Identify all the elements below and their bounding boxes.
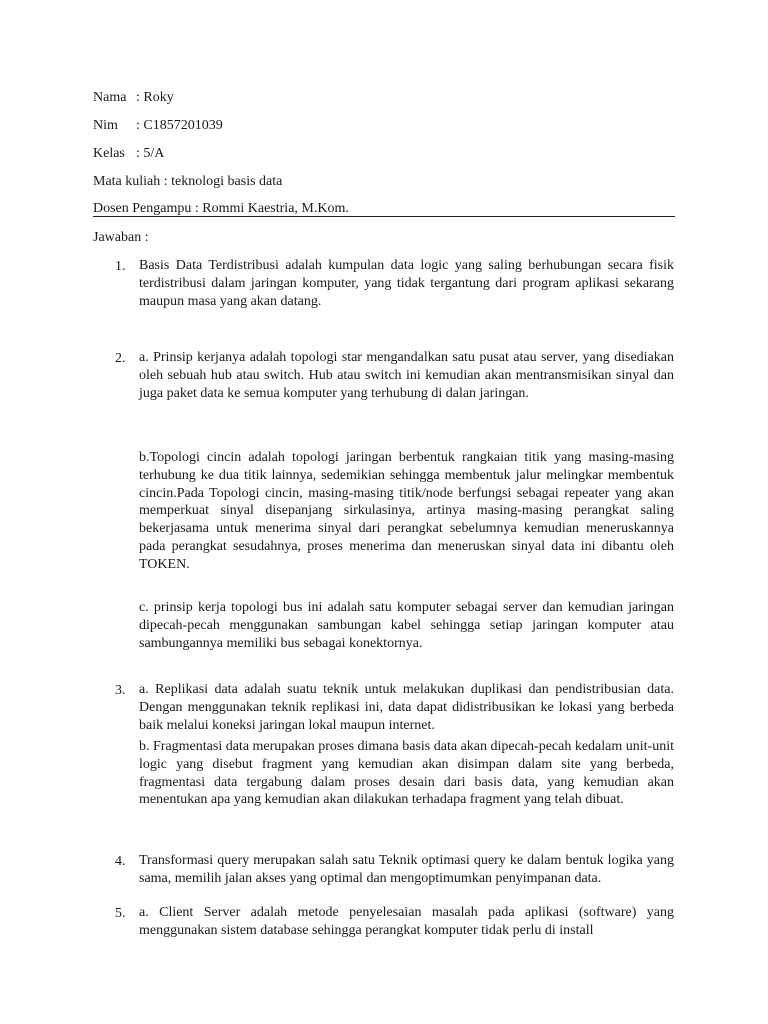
mata-kuliah-row: Mata kuliah : teknologi basis data [93,174,283,189]
answer-3-number: 3. [115,683,126,698]
header-divider [93,216,675,217]
answer-1-text: Basis Data Terdistribusi adalah kumpulan data logic yang saling berhubungan secara fisik terdistribusi dalam jaringan komputer, yang tidak tergantung dari program aplikasi sekarang maupun masa yang akan datang. [139,258,674,309]
jawaban-label: Jawaban : [93,230,149,245]
dosen-row: Dosen Pengampu : Rommi Kaestria, M.Kom. [93,201,349,216]
answer-1-number: 1. [115,259,126,274]
answer-2b-text: b.Topologi cincin adalah topologi jaringan berbentuk rangkaian titik yang masing-masing terhubung ke dua titik lainnya, sedemikian sehingga membentuk jalur melingkar membentuk cincin.Pada Topologi cincin, masing-masing titik/node berfungsi sebagai repeater yang akan memperkuat sinyal disepanjang sirkulasinya, artinya masing-masing perangkat saling bekerjasama untuk menerima sinyal dari perangkat sebelumnya kemudian meneruskannya pada perangkat sesudahnya, proses menerima dan meneruskan sinyal data ini dibantu oleh TOKEN. [139,450,674,572]
answer-2-number: 2. [115,351,126,366]
nama-value: : Roky [136,90,174,105]
answer-2a-text: a. Prinsip kerjanya adalah topologi star mengandalkan satu pusat atau server, yang disediakan oleh sebuah hub atau switch. Hub atau switch ini kemudian akan mentransmisikan sinyal dan juga paket data ke semua komputer yang terhubung di dalan jaringan. [139,350,674,401]
kelas-row [93,145,164,162]
answer-5a-text: a. Client Server adalah metode penyelesaian masalah pada aplikasi (software) yang menggunakan sistem database sehingga perangkat komputer tidak perlu di install [139,905,674,938]
answer-5-number: 5. [115,906,126,921]
nama-label: Nama [93,90,127,105]
answer-4-number: 4. [115,854,126,869]
nim-value: : C1857201039 [136,118,223,133]
nim-label: Nim [93,118,118,133]
answer-3a-text: a. Replikasi data adalah suatu teknik untuk melakukan duplikasi dan pendistribusian data. Dengan menggunakan teknik replikasi ini, data dapat didistribusikan ke lokasi yang berbeda baik melalui koneksi jaringan lokal maupun internet. [139,682,674,733]
kelas-label: Kelas [93,146,125,161]
answer-4-text: Transformasi query merupakan salah satu Teknik optimasi query ke dalam bentuk logika yang sama, memilih jalan akses yang optimal dan mengoptimumkan penyimpanan data. [139,853,674,886]
nama-row [93,89,174,106]
nim-row [93,117,223,134]
answer-3b-text: b. Fragmentasi data merupakan proses dimana basis data akan dipecah-pecah kedalam unit-unit logic yang disebut fragment yang kemudian akan disimpan dalam site yang berbeda, fragmentasi data tergabung dalam proses desain dari basis data, yang kemudian akan menentukan apa yang kemudian akan dilakukan terhadapa fragment yang telah dibuat. [139,739,674,808]
answer-2c-text: c. prinsip kerja topologi bus ini adalah satu komputer sebagai server dan kemudian jaringan dipecah-pecah menggunakan sambungan kabel sehingga setiap jaringan komputer atau sambungannya memiliki bus sebagai konektornya. [139,600,674,651]
kelas-value: : 5/A [136,146,165,161]
